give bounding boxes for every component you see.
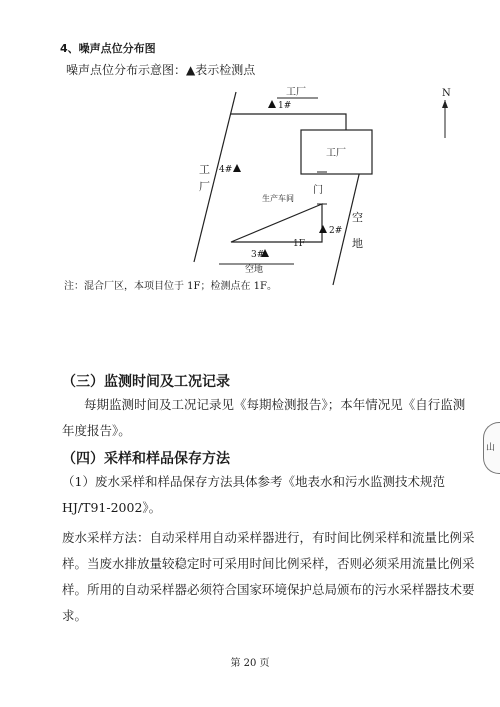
seal-stamp-text: 山 xyxy=(486,443,496,453)
noise-point-diagram xyxy=(0,0,500,300)
sampling-line-5: 样。所用的自动采样器必须符合国家环境保护总局颁布的污水采样器技术要 xyxy=(62,582,475,597)
label-factory-inner: 工厂 xyxy=(326,148,346,159)
diagram-caption: 噪声点位分布示意图：▲表示检测点 xyxy=(66,63,256,77)
label-empty-right-1: 空 xyxy=(352,211,363,224)
sampling-line-1: （1）废水采样和样品保存方法具体参考《地表水和污水监测技术规范 xyxy=(62,474,445,489)
label-workshop: 生产车间 xyxy=(262,194,294,203)
point-1-label: 1# xyxy=(278,101,292,111)
point-4-marker-icon xyxy=(233,164,241,172)
sampling-line-4: 样。当废水排放量较稳定时可采用时间比例采样，否则必须采用流量比例采 xyxy=(62,556,475,571)
monitoring-line-2: 年度报告》。 xyxy=(62,423,131,438)
point-4-label: 4# xyxy=(219,165,233,175)
point-2-marker-icon xyxy=(319,225,327,233)
monitoring-heading: （三）监测时间及工况记录 xyxy=(62,374,230,390)
left-boundary-line xyxy=(194,92,236,262)
label-empty-bottom: 空地 xyxy=(245,265,264,275)
monitoring-line-1: 每期监测时间及工况记录见《每期检测报告》；本年情况见《自行监测 xyxy=(84,397,466,412)
sampling-line-6: 求。 xyxy=(62,608,88,623)
point-1-marker-icon xyxy=(268,100,276,108)
section-title: 4、噪声点位分布图 xyxy=(60,42,156,55)
label-factory-top: 工厂 xyxy=(286,87,306,98)
label-empty-right-2: 地 xyxy=(352,237,363,250)
sampling-line-2: HJ/T91-2002》。 xyxy=(62,500,162,515)
page-number: 第 20 页 xyxy=(230,658,270,669)
seal-stamp xyxy=(483,422,500,474)
point-2-label: 2# xyxy=(329,226,343,236)
label-gate: 门 xyxy=(313,185,323,196)
label-floor: 1F xyxy=(293,239,305,249)
point-3-label: 3# xyxy=(251,250,265,260)
label-factory-left-1: 工 xyxy=(199,163,210,176)
diagram-note: 注：混合厂区，本项目位于 1F；检测点在 1F。 xyxy=(64,281,277,292)
sampling-line-3: 废水采样方法：自动采样用自动采样器进行，有时间比例采样和流量比例采 xyxy=(62,530,475,545)
sampling-heading: （四）采样和样品保存方法 xyxy=(62,451,230,467)
compass-north-label: N xyxy=(442,88,451,99)
compass-arrowhead-icon xyxy=(442,100,448,108)
label-factory-left-2: 厂 xyxy=(199,180,210,193)
